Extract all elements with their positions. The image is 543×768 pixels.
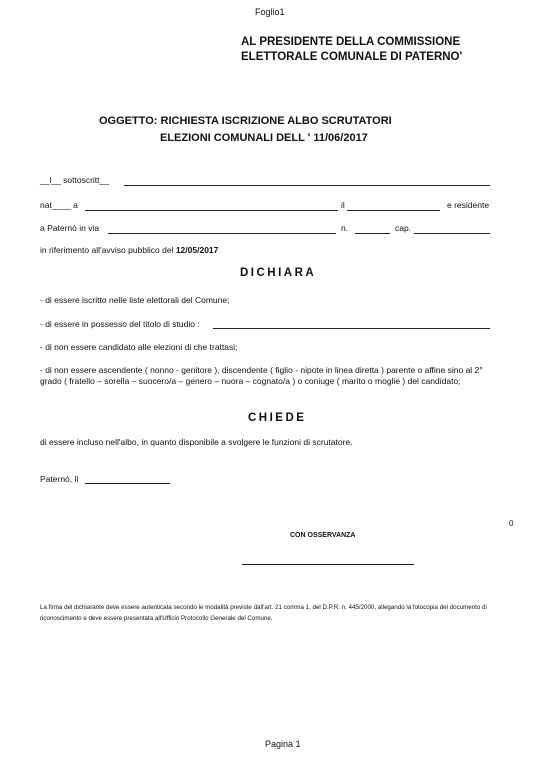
birthdate-field-line[interactable] bbox=[347, 210, 440, 211]
margin-mark: 0 bbox=[509, 519, 514, 528]
number-label: n. bbox=[341, 223, 349, 233]
page-number: Pagina 1 bbox=[265, 739, 301, 749]
street-field-line[interactable] bbox=[108, 233, 336, 234]
reference-date: 12/05/2017 bbox=[175, 245, 219, 255]
closing-text: CON OSSERVANZA bbox=[290, 532, 356, 539]
dichiara-item-4: - di non essere ascendente ( nonno - genitore ), discendente ( figlio - nipote in linea diretta ) parente o affine sino al 2° grado ( fratello – sorella – suocero/a – genero – nuora – cognato/a ) o coniuge ( marito o moglie ) del candidato; bbox=[40, 365, 483, 386]
residente-label: e residente bbox=[447, 200, 490, 210]
dichiara-item-2: - di essere in possesso del titolo di studio : bbox=[40, 319, 200, 329]
chiede-text: di essere incluso nell'albo, in quanto disponibile a svolgere le funzioni di scrutatore. bbox=[40, 437, 353, 447]
birthplace-field-line[interactable] bbox=[85, 210, 338, 211]
cap-field-line[interactable] bbox=[414, 233, 490, 234]
signature-line[interactable] bbox=[242, 564, 414, 565]
il-label: il bbox=[341, 200, 345, 210]
place-date-label: Paternò, lì bbox=[40, 474, 79, 484]
reference-label: in riferimento all'avviso pubblico del bbox=[40, 245, 174, 255]
dichiara-item-3: - di non essere candidato alle elezioni di che trattasi; bbox=[40, 342, 238, 352]
chiede-heading: CHIEDE bbox=[248, 412, 307, 424]
subject-line-1: OGGETTO: RICHIESTA ISCRIZIONE ALBO SCRUTATORI bbox=[99, 115, 392, 127]
dichiara-item-1: - di essere iscritto nelle liste elettorali del Comune; bbox=[40, 295, 230, 305]
cap-label: cap. bbox=[395, 223, 412, 233]
via-label: a Paternò in via bbox=[40, 223, 100, 233]
addressee-line-2: ELETTORALE COMUNALE DI PATERNO' bbox=[241, 51, 463, 63]
name-field-line[interactable] bbox=[124, 185, 490, 186]
number-field-line[interactable] bbox=[355, 233, 390, 234]
addressee-line-1: AL PRESIDENTE DELLA COMMISSIONE bbox=[241, 36, 461, 48]
study-title-field-line[interactable] bbox=[213, 328, 490, 329]
dichiara-heading: DICHIARA bbox=[240, 267, 317, 279]
nat-label: nat____ a bbox=[40, 200, 78, 210]
sheet-label: Foglio1 bbox=[255, 7, 285, 17]
subject-line-2: ELEZIONI COMUNALI DELL ' 11/06/2017 bbox=[160, 132, 368, 144]
date-field-line[interactable] bbox=[85, 483, 170, 484]
sottoscritto-label: __l__ sottoscritt__ bbox=[40, 175, 109, 185]
reference-text bbox=[40, 245, 218, 255]
footnote: La firma del dichiarante deve essere autenticata secondo le modalità previste dall'art. 21 comma 1, del D.P.R. n. 445/2000, allegando la fotocopia del documento di riconoscimento e deve essere presentata all'Ufficio Protocollo Generale del Comune. bbox=[40, 604, 487, 622]
